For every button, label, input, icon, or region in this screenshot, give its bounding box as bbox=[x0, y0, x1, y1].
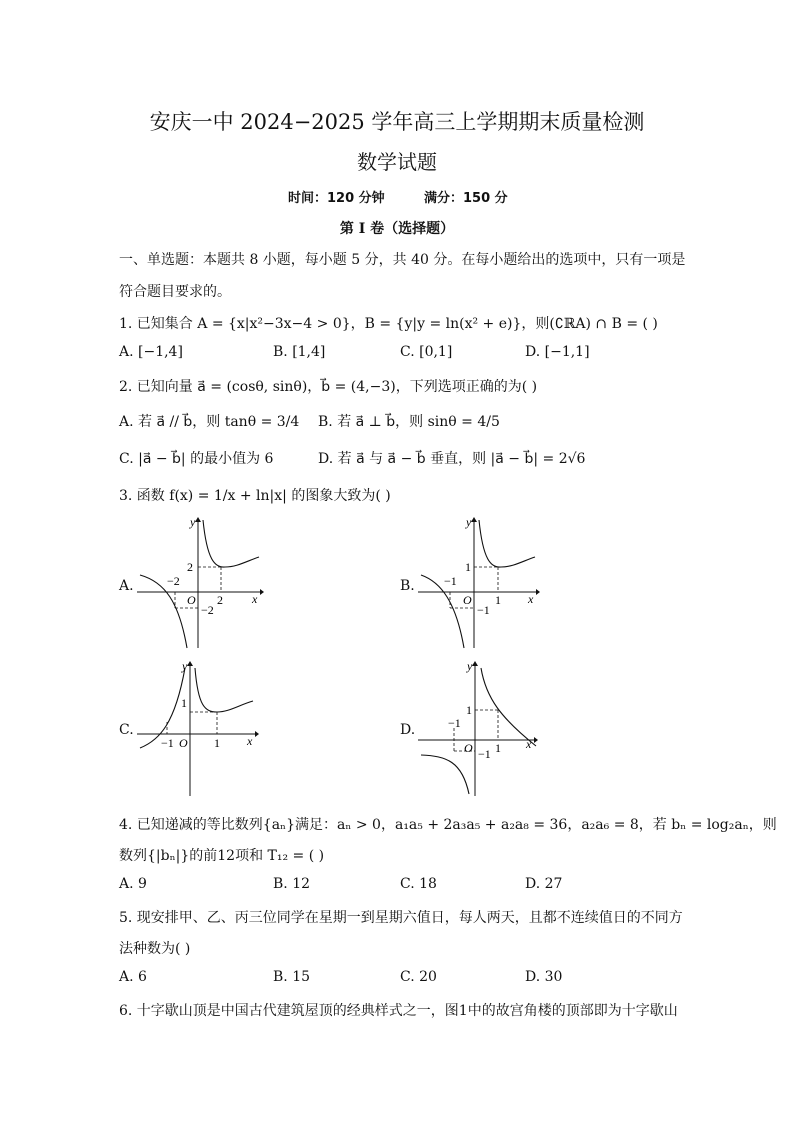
exam-title: 安庆一中 2024−2025 学年高三上学期期末质量检测 bbox=[149, 110, 645, 134]
graph-d-tick-x-neg: −1 bbox=[448, 716, 461, 730]
question-4-stem: 4. 已知递减的等比数列{aₙ}满足：aₙ > 0，a₁a₅ + 2a₃a₅ + a₂a₈ = 36，a₂a₆ = 8，若 bₙ = log₂aₙ，则 bbox=[119, 817, 777, 833]
q3-option-b-label: B. bbox=[400, 578, 415, 594]
graph-c-x-label: x bbox=[247, 734, 253, 748]
graph-b-tick-y-neg: −1 bbox=[477, 603, 490, 617]
section-instructions: 一、单选题：本题共 8 小题，每小题 5 分，共 40 分。在每小题给出的选项中，只有一项是 bbox=[119, 252, 686, 268]
question-3-stem: 3. 函数 f(x) = 1/x + ln|x| 的图象大致为( ) bbox=[119, 488, 391, 504]
q2-option-b: B. 若 a⃗ ⊥ b⃗，则 sinθ = 4/5 bbox=[318, 414, 500, 430]
graph-b-tick-y-pos: 1 bbox=[465, 560, 471, 574]
question-2-stem: 2. 已知向量 a⃗ = (cosθ, sinθ)，b⃗ = (4,−3)，下列选项正确的为( ) bbox=[119, 379, 538, 395]
q1-option-a: A. [−1,4] bbox=[119, 344, 183, 360]
graph-b-tick-x-neg: −1 bbox=[444, 574, 457, 588]
time-limit: 时间：120 分钟 bbox=[288, 191, 385, 206]
question-1-stem: 1. 已知集合 A = {x|x²−3x−4 > 0}，B = {y|y = ln(x² + e)}，则(∁ℝA) ∩ B = ( ) bbox=[119, 316, 658, 332]
graph-d-y-label: y bbox=[467, 659, 473, 673]
q5-option-a: A. 6 bbox=[119, 969, 147, 985]
graph-c-tick-x-pos: 1 bbox=[214, 736, 220, 750]
graph-d-tick-y-neg: −1 bbox=[478, 747, 491, 761]
graph-d-tick-y-pos: 1 bbox=[466, 703, 472, 717]
part-title: 第 I 卷（选择题） bbox=[339, 221, 455, 237]
q3-option-d-label: D. bbox=[400, 722, 416, 738]
graph-c-tick-x-neg: −1 bbox=[161, 736, 174, 750]
q1-option-b: B. [1,4] bbox=[273, 344, 326, 360]
q1-option-d: D. [−1,1] bbox=[525, 344, 590, 360]
q2-option-a: A. 若 a⃗ // b⃗，则 tanθ = 3/4 bbox=[119, 414, 300, 430]
q5-option-b: B. 15 bbox=[273, 969, 311, 985]
question-6-stem: 6. 十字歇山顶是中国古代建筑屋顶的经典样式之一，图1中的故宫角楼的顶部即为十字歇山 bbox=[119, 1003, 678, 1019]
graph-c-tick-y-pos: 1 bbox=[181, 696, 187, 710]
graph-b bbox=[416, 510, 546, 654]
full-score: 满分：150 分 bbox=[424, 191, 508, 206]
graph-a-x-label: x bbox=[252, 592, 258, 606]
graph-d-x-label: x bbox=[526, 737, 532, 751]
q4-option-c: C. 18 bbox=[400, 876, 437, 892]
graph-b-y-label: y bbox=[466, 515, 472, 529]
q3-option-c-label: C. bbox=[119, 722, 134, 738]
q5-option-d: D. 30 bbox=[525, 969, 563, 985]
question-5-stem: 5. 现安排甲、乙、丙三位同学在星期一到星期六值日，每人两天，且都不连续值日的不同方 bbox=[119, 910, 683, 926]
graph-b-x-label: x bbox=[528, 592, 534, 606]
q3-option-a-label: A. bbox=[119, 578, 134, 594]
graph-d bbox=[416, 658, 546, 802]
graph-c-y-label: y bbox=[182, 659, 188, 673]
graph-b-tick-x-pos: 1 bbox=[495, 593, 501, 607]
graph-c-origin: O bbox=[179, 736, 188, 750]
q1-option-c: C. [0,1] bbox=[400, 344, 453, 360]
section-instructions-cont: 符合题目要求的。 bbox=[119, 284, 231, 300]
graph-d-tick-x-pos: 1 bbox=[495, 741, 501, 755]
subject-title: 数学试题 bbox=[357, 150, 437, 174]
q2-option-d: D. 若 a⃗ 与 a⃗ − b⃗ 垂直，则 |a⃗ − b⃗| = 2√6 bbox=[318, 451, 586, 467]
question-4-stem-cont: 数列{|bₙ|}的前12项和 T₁₂ = ( ) bbox=[119, 848, 325, 864]
graph-a-tick-y-neg: −2 bbox=[201, 603, 214, 617]
graph-a-tick-x-pos: 2 bbox=[217, 593, 223, 607]
q4-option-d: D. 27 bbox=[525, 876, 563, 892]
graph-a-origin: O bbox=[187, 593, 196, 607]
graph-a-y-label: y bbox=[190, 515, 196, 529]
question-5-stem-cont: 法种数为( ) bbox=[119, 941, 191, 957]
q4-option-b: B. 12 bbox=[273, 876, 311, 892]
graph-c bbox=[135, 658, 265, 802]
graph-a bbox=[135, 510, 265, 654]
q2-option-c: C. |a⃗ − b⃗| 的最小值为 6 bbox=[119, 451, 274, 467]
q4-option-a: A. 9 bbox=[119, 876, 147, 892]
graph-b-origin: O bbox=[463, 593, 472, 607]
graph-a-tick-y-pos: 2 bbox=[187, 560, 193, 574]
q5-option-c: C. 20 bbox=[400, 969, 437, 985]
graph-d-origin: O bbox=[464, 741, 473, 755]
graph-a-tick-x-neg: −2 bbox=[167, 574, 180, 588]
